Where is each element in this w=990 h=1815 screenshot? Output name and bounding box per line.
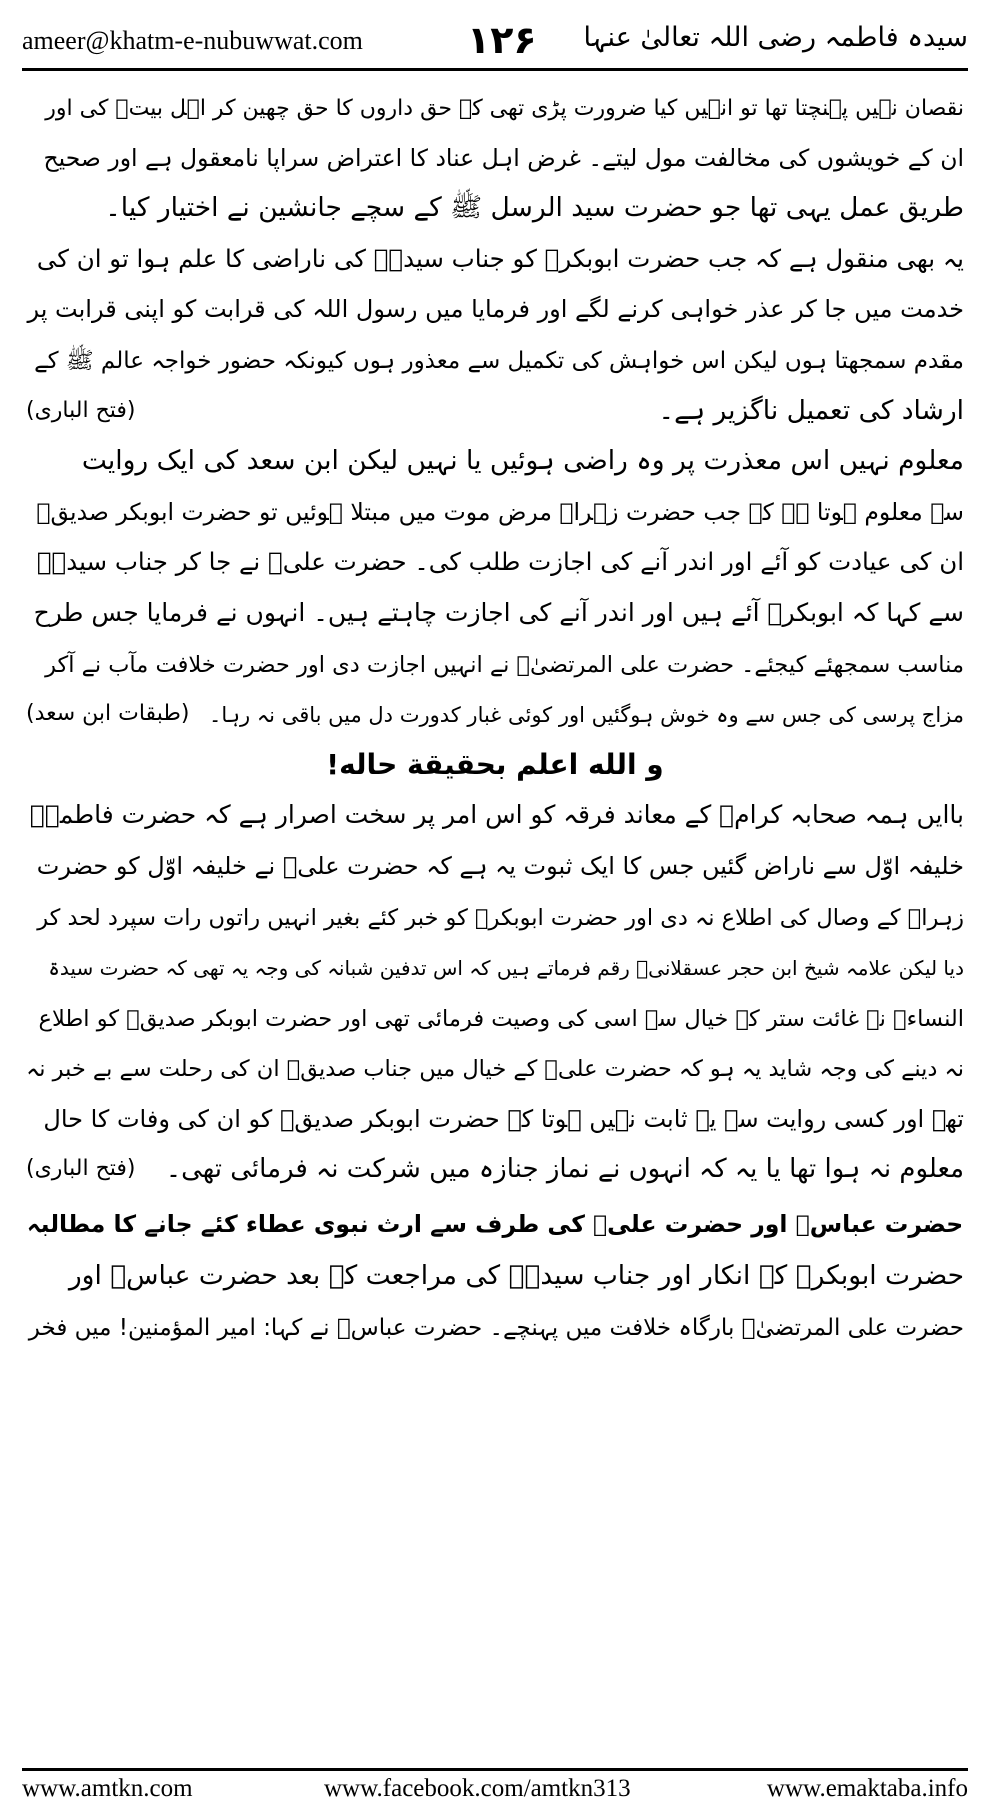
text-line [26,234,964,285]
text-line [26,993,964,1044]
line-text: نقصان نہیں پہنچتا تھا تو انہیں کیا ضرورت پڑی تھی کہ حق داروں کا حق چھین کر اہل بیتؓ کی اور [45,96,964,121]
footer-link-amtkn[interactable]: www.amtkn.com [22,1775,193,1802]
line-text: باایں ہمہ صحابہ کرامؓ کے معاند فرقہ کو اس امر پر سخت اصرار ہے کہ حضرت فاطمہؓ [29,800,964,830]
running-title: سیدہ فاطمہ رضی اللہ تعالیٰ عنہا [583,22,968,53]
line-text: مقدم سمجھتا ہوں لیکن اس خواہش کی تکمیل سے معذور ہوں کیونکہ حضور خواجہ عالم ﷺ کے [34,347,964,374]
text-body [26,82,964,1352]
text-line [26,1251,964,1302]
line-text: دیا لیکن علامہ شیخ ابن حجر عسقلانیؒ رقم فرماتے ہیں کہ اس تدفین شبانہ کی وجہ یہ تھی کہ حضرت سیدۃ [48,956,964,981]
text-line [26,133,964,184]
text-line [26,892,964,943]
line-text: خلیفہ اوّل سے ناراض گئیں جس کا ایک ثبوت یہ ہے کہ حضرت علیؓ نے خلیفہ اوّل کو حضرت [36,851,964,880]
line-text: ارشاد کی تعمیل ناگزیر ہے۔ [658,394,964,426]
citation-ref: (فتح الباری) [26,1156,136,1182]
text-line [26,386,964,437]
section-heading [26,1195,964,1251]
citation-ref: (فتح الباری) [26,397,136,423]
page-number: ۱۲۶ [467,18,537,62]
citation-ref: (طبقات ابن سعد) [26,701,190,727]
footer-divider [22,1768,968,1771]
line-text: خدمت میں جا کر عذر خواہی کرنے لگے اور فرمایا میں رسول اللہ کی قرابت کو اپنی قرابت پر [27,295,964,324]
line-text: حضرت عباسؓ اور حضرت علیؓ کی طرف سے ارث نبوی عطاء کئے جانے کا مطالبہ [26,1210,964,1239]
text-line [26,284,964,335]
line-text: حضرت ابوبکرؓ کے انکار اور جناب سیدہؓ کی مراجعت کے بعد حضرت عباسؓ اور [68,1260,964,1292]
line-text: سے کہا کہ ابوبکرؓ آئے ہیں اور اندر آنے کی اجازت چاہتے ہیں۔ انہوں نے فرمایا جس طرح [33,597,964,627]
line-text: ان کی عیادت کو آئے اور اندر آنے کی اجازت طلب کی۔ حضرت علیؓ نے جا کر جناب سیدہؓ [36,547,964,577]
line-text: سے معلوم ہوتا ہے کہ جب حضرت زہراؓ مرض موت میں مبتلا ہوئیں تو حضرت ابوبکر صدیقؓ [36,497,964,526]
line-text: یہ بھی منقول ہے کہ جب حضرت ابوبکرؓ کو جناب سیدہؓ کی ناراضی کا علم ہوا تو ان کی [36,243,964,273]
line-text: مزاج پرسی کی جس سے وہ خوش ہوگئیں اور کوئی غبار کدورت دل میں باقی نہ رہا۔ [209,703,964,728]
text-line [26,436,964,487]
line-text: طریق عمل یہی تھا جو حضرت سید الرسل ﷺ کے سچے جانشین نے اختیار کیا۔ [105,192,964,224]
line-text: و الله اعلم بحقيقة حاله! [326,747,664,781]
text-line [26,1302,964,1353]
text-line [26,183,964,234]
line-text: حضرت علی المرتضیٰؓ بارگاہ خلافت میں پہنچے۔ حضرت عباسؓ نے کہا: امیر المؤمنین! میں فخر [28,1314,964,1341]
footer-link-emaktaba[interactable]: www.emaktaba.info [766,1775,968,1802]
arabic-phrase [26,740,964,791]
page-header [22,18,968,62]
text-line [26,335,964,386]
text-line [26,790,964,841]
header-divider [22,68,968,71]
page-footer [22,1775,968,1809]
text-line [26,942,964,993]
line-text: مناسب سمجھئے کیجئے۔ حضرت علی المرتضیٰؓ نے انہیں اجازت دی اور حضرت خلافت مآب نے آکر [45,651,964,678]
text-line [26,1144,964,1195]
text-line [26,1043,964,1094]
text-line [26,841,964,892]
text-line [26,588,964,639]
line-text: معلوم نہ ہوا تھا یا یہ کہ انہوں نے نماز جنازہ میں شرکت نہ فرمائی تھی۔ [165,1154,964,1185]
line-text: النساءؓ نے غائت ستر کے خیال سے اسی کی وصیت فرمائی تھی اور حضرت ابوبکر صدیقؓ کو اطلاع [38,1005,964,1032]
text-line [26,639,964,690]
text-line [26,1094,964,1145]
line-text: تھے اور کسی روایت سے یہ ثابت نہیں ہوتا کہ حضرت ابوبکر صدیقؓ کو ان کی وفات کا حال [43,1104,964,1133]
text-line [26,537,964,588]
text-line [26,689,964,740]
line-text: معلوم نہیں اس معذرت پر وہ راضی ہوئیں یا نہیں لیکن ابن سعد کی ایک روایت [81,445,964,477]
line-text: نہ دینے کی وجہ شاید یہ ہو کہ حضرت علیؓ کے خیال میں جناب صدیقؓ ان کی رحلت سے بے خبر نہ [26,1056,964,1083]
footer-link-facebook[interactable]: www.facebook.com/amtkn313 [324,1775,631,1802]
line-text: ان کے خویشوں کی مخالفت مول لیتے۔ غرض اہل عناد کا اعتراض سراپا نامعقول ہے اور صحیح [43,143,964,172]
header-email: ameer@khatm-e-nubuwwat.com [22,26,363,55]
line-text: زہراؓ کے وصال کی اطلاع نہ دی اور حضرت ابوبکرؓ کو خبر کئے بغیر انہیں راتوں رات سپرد لحد کر [37,904,964,931]
text-line [26,487,964,538]
text-line [26,82,964,133]
